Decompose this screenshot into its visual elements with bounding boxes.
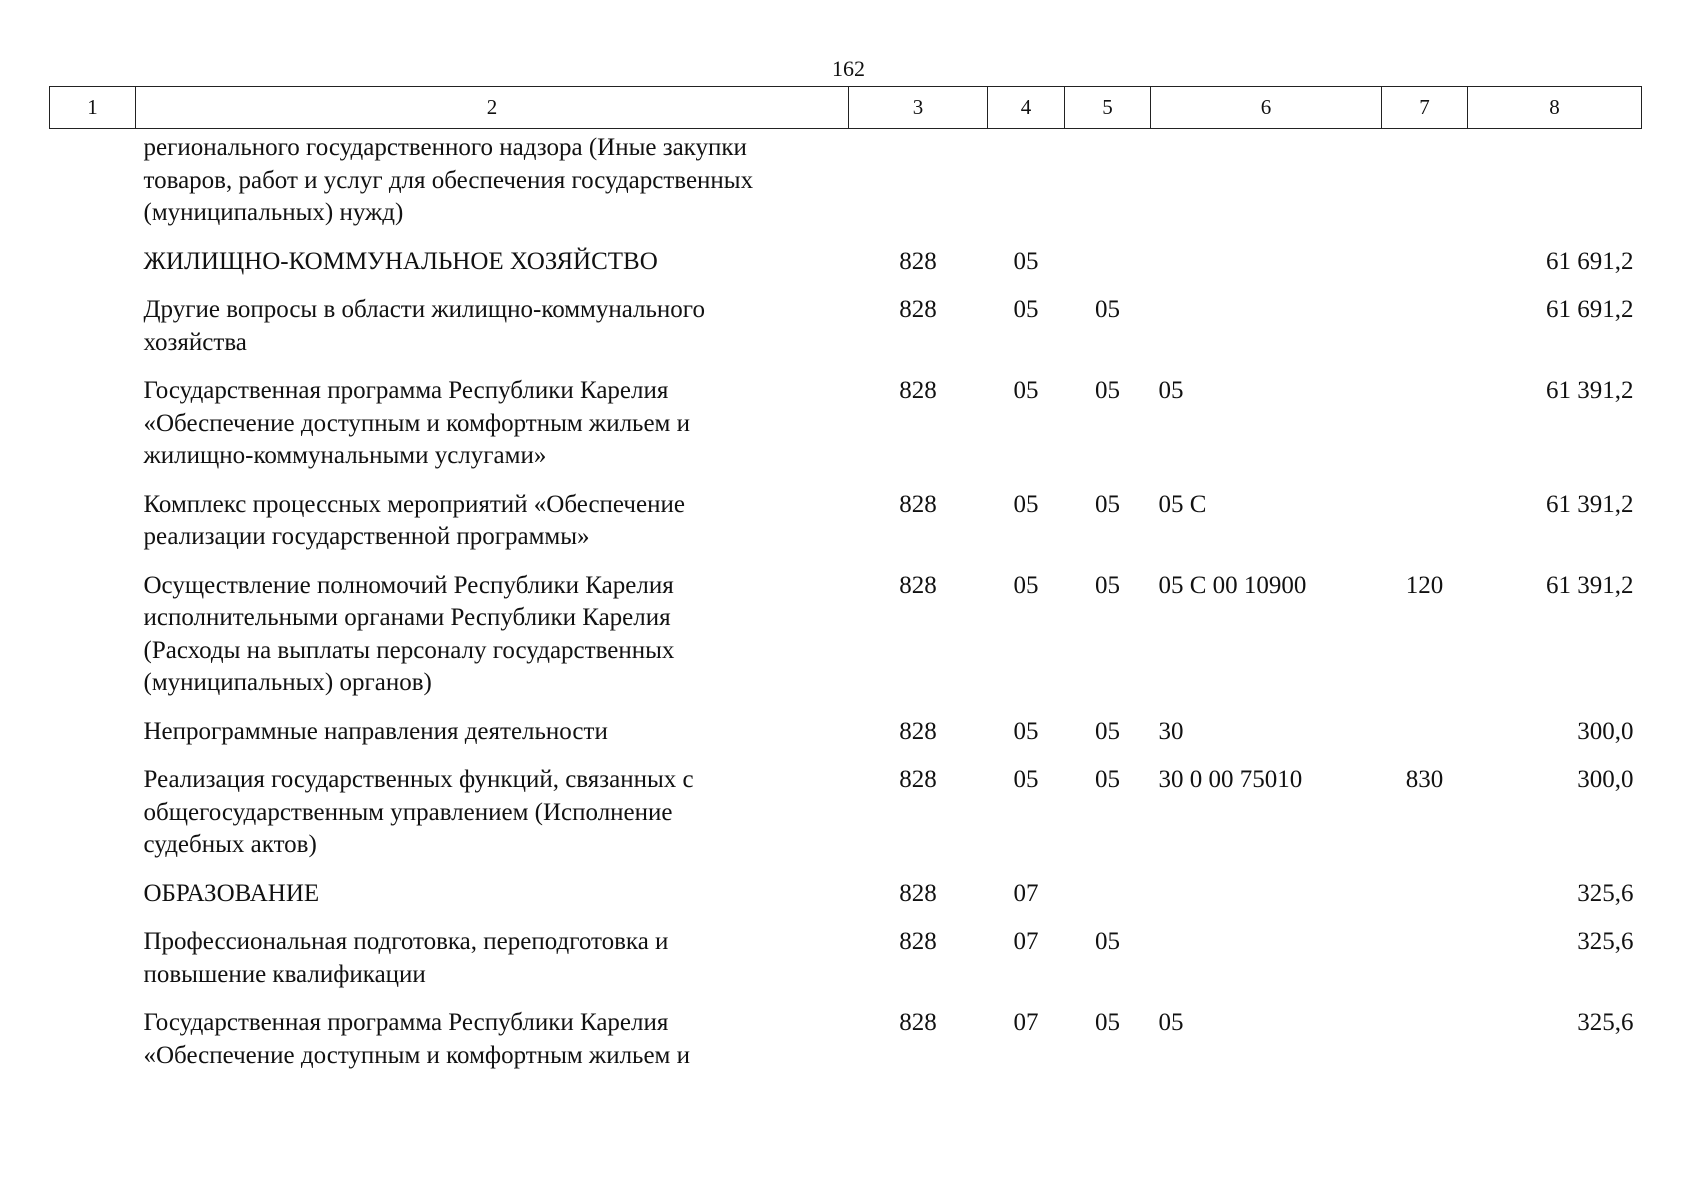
header-row <box>50 87 1642 129</box>
row-expense-type <box>1382 716 1468 765</box>
row-target-article <box>1151 926 1382 1007</box>
row-subsection: 05 <box>1095 1009 1120 1036</box>
row-target-article <box>1151 878 1382 927</box>
table-row <box>50 129 1642 246</box>
row-admin-code: 828 <box>899 247 937 275</box>
row-target-article: 30 <box>1158 717 1184 745</box>
row-name-line: Комплекс процессных мероприятий «Обеспечение <box>143 490 685 518</box>
table-row <box>50 878 1642 927</box>
row-col-1 <box>50 878 136 927</box>
row-amount: 300,0 <box>1577 766 1634 793</box>
row-subsection: 05 <box>1095 571 1120 599</box>
row-target-article <box>1151 294 1382 375</box>
row-admin-code: 828 <box>899 571 937 599</box>
row-admin-code: 828 <box>899 490 937 518</box>
row-name-line: (муниципальных) органов) <box>143 669 432 696</box>
table-row <box>50 716 1642 765</box>
row-subsection: 05 <box>1095 717 1120 745</box>
row-section: 05 <box>1013 766 1039 793</box>
row-section: 05 <box>1013 296 1039 323</box>
row-col-1 <box>50 294 136 375</box>
row-target-article <box>1151 246 1382 295</box>
row-name-line: регионального государственного надзора (Иные закупки <box>143 134 747 161</box>
header-col-3: 3 <box>849 87 988 129</box>
table-row <box>50 246 1642 295</box>
row-name <box>136 294 849 375</box>
row-target-article: 05 <box>1158 377 1184 404</box>
row-expense-type <box>1382 375 1468 489</box>
row-expense-type <box>1382 1007 1468 1088</box>
row-target-article: 05 С <box>1158 490 1207 518</box>
table-row <box>50 1007 1642 1088</box>
row-col-1 <box>50 764 136 878</box>
row-col-1 <box>50 489 136 570</box>
row-name-line: Профессиональная подготовка, переподготовка и <box>143 928 669 955</box>
row-name <box>136 375 849 489</box>
row-name-line: Реализация государственных функций, связанных с <box>143 766 694 793</box>
header-col-5: 5 <box>1065 87 1151 129</box>
row-name <box>136 570 849 716</box>
row-admin-code: 828 <box>899 879 937 907</box>
row-name-line: «Обеспечение доступным и комфортным жильем и <box>143 409 691 437</box>
table-row <box>50 570 1642 716</box>
row-section: 07 <box>1013 928 1039 955</box>
row-amount <box>1468 129 1642 246</box>
row-amount: 61 391,2 <box>1546 571 1634 599</box>
table-row <box>50 294 1642 375</box>
row-name-line: повышение квалификации <box>143 960 426 988</box>
row-admin-code: 828 <box>899 296 937 323</box>
row-name-line: Осуществление полномочий Республики Карелия <box>143 571 674 599</box>
row-name-line: судебных актов) <box>143 831 317 858</box>
header-col-2: 2 <box>136 87 849 129</box>
row-name-line: Другие вопросы в области жилищно-коммунального <box>143 296 705 323</box>
row-amount: 61 391,2 <box>1546 377 1634 404</box>
row-amount: 325,6 <box>1577 1009 1634 1036</box>
row-name <box>136 764 849 878</box>
row-name-line: (Расходы на выплаты персоналу государственных <box>143 636 675 664</box>
row-col-1 <box>50 716 136 765</box>
row-subsection: 05 <box>1095 296 1120 323</box>
row-admin-code: 828 <box>899 766 937 793</box>
row-subsection: 05 <box>1095 766 1120 793</box>
row-target-article: 05 С 00 10900 <box>1158 571 1307 599</box>
row-name <box>136 1007 849 1088</box>
row-name <box>136 129 849 246</box>
table-row <box>50 926 1642 1007</box>
row-section <box>988 129 1065 246</box>
row-subsection <box>1065 246 1151 295</box>
row-name <box>136 716 849 765</box>
row-col-1 <box>50 1007 136 1088</box>
row-expense-type <box>1382 246 1468 295</box>
row-col-1 <box>50 246 136 295</box>
row-subsection: 05 <box>1095 928 1120 955</box>
row-expense-type <box>1382 294 1468 375</box>
row-amount: 61 391,2 <box>1546 490 1634 518</box>
row-expense-type: 120 <box>1405 571 1444 599</box>
row-subsection: 05 <box>1095 490 1120 518</box>
row-name <box>136 489 849 570</box>
table-header <box>50 87 1642 129</box>
table-body <box>50 129 1642 1089</box>
row-name-line: ЖИЛИЩНО-КОММУНАЛЬНОЕ ХОЗЯЙСТВО <box>143 247 658 275</box>
row-name-line: (муниципальных) нужд) <box>143 199 404 226</box>
budget-table <box>49 86 1642 1088</box>
row-subsection: 05 <box>1095 377 1120 404</box>
row-expense-type <box>1382 129 1468 246</box>
row-section: 05 <box>1013 247 1039 275</box>
header-col-4: 4 <box>988 87 1065 129</box>
row-col-1 <box>50 129 136 246</box>
row-name-line: жилищно-коммунальными услугами» <box>143 442 547 469</box>
row-subsection <box>1065 878 1151 927</box>
row-admin-code <box>849 129 988 246</box>
row-section: 07 <box>1013 1009 1039 1036</box>
row-name-line: Непрограммные направления деятельности <box>143 717 608 745</box>
row-name-line: товаров, работ и услуг для обеспечения государственных <box>143 166 754 194</box>
row-expense-type <box>1382 489 1468 570</box>
row-section: 05 <box>1013 377 1039 404</box>
table-row <box>50 489 1642 570</box>
row-amount: 325,6 <box>1577 879 1634 907</box>
page-number: 162 <box>832 56 865 81</box>
row-expense-type <box>1382 878 1468 927</box>
row-col-1 <box>50 375 136 489</box>
row-expense-type <box>1382 926 1468 1007</box>
row-expense-type: 830 <box>1405 766 1444 793</box>
row-name-line: реализации государственной программы» <box>143 523 590 550</box>
row-admin-code: 828 <box>899 928 937 955</box>
row-subsection <box>1065 129 1151 246</box>
header-col-1: 1 <box>50 87 136 129</box>
row-name-line: общегосударственным управлением (Исполнение <box>143 798 673 826</box>
row-name-line: «Обеспечение доступным и комфортным жильем и <box>143 1041 691 1069</box>
header-col-8: 8 <box>1468 87 1642 129</box>
row-target-article: 05 <box>1158 1009 1184 1036</box>
table-row <box>50 375 1642 489</box>
row-name-line: Государственная программа Республики Карелия <box>143 377 669 404</box>
row-admin-code: 828 <box>899 377 937 404</box>
row-name-line: Государственная программа Республики Карелия <box>143 1009 669 1036</box>
row-name <box>136 878 849 927</box>
header-col-7: 7 <box>1382 87 1468 129</box>
table-row <box>50 764 1642 878</box>
row-admin-code: 828 <box>899 717 937 745</box>
row-amount: 300,0 <box>1577 717 1634 745</box>
row-amount: 61 691,2 <box>1546 247 1634 275</box>
row-section: 05 <box>1013 490 1039 518</box>
row-admin-code: 828 <box>899 1009 937 1036</box>
row-target-article <box>1151 129 1382 246</box>
row-name <box>136 246 849 295</box>
header-col-6: 6 <box>1151 87 1382 129</box>
row-section: 05 <box>1013 571 1039 599</box>
row-name-line: исполнительными органами Республики Карелия <box>143 604 671 631</box>
row-name-line: ОБРАЗОВАНИЕ <box>143 879 320 907</box>
row-name-line: хозяйства <box>143 328 247 356</box>
row-target-article: 30 0 00 75010 <box>1158 766 1303 793</box>
row-name <box>136 926 849 1007</box>
row-amount: 61 691,2 <box>1546 296 1634 323</box>
row-section: 07 <box>1013 879 1039 907</box>
row-col-1 <box>50 926 136 1007</box>
row-amount: 325,6 <box>1577 928 1634 955</box>
row-col-1 <box>50 570 136 716</box>
row-section: 05 <box>1013 717 1039 745</box>
